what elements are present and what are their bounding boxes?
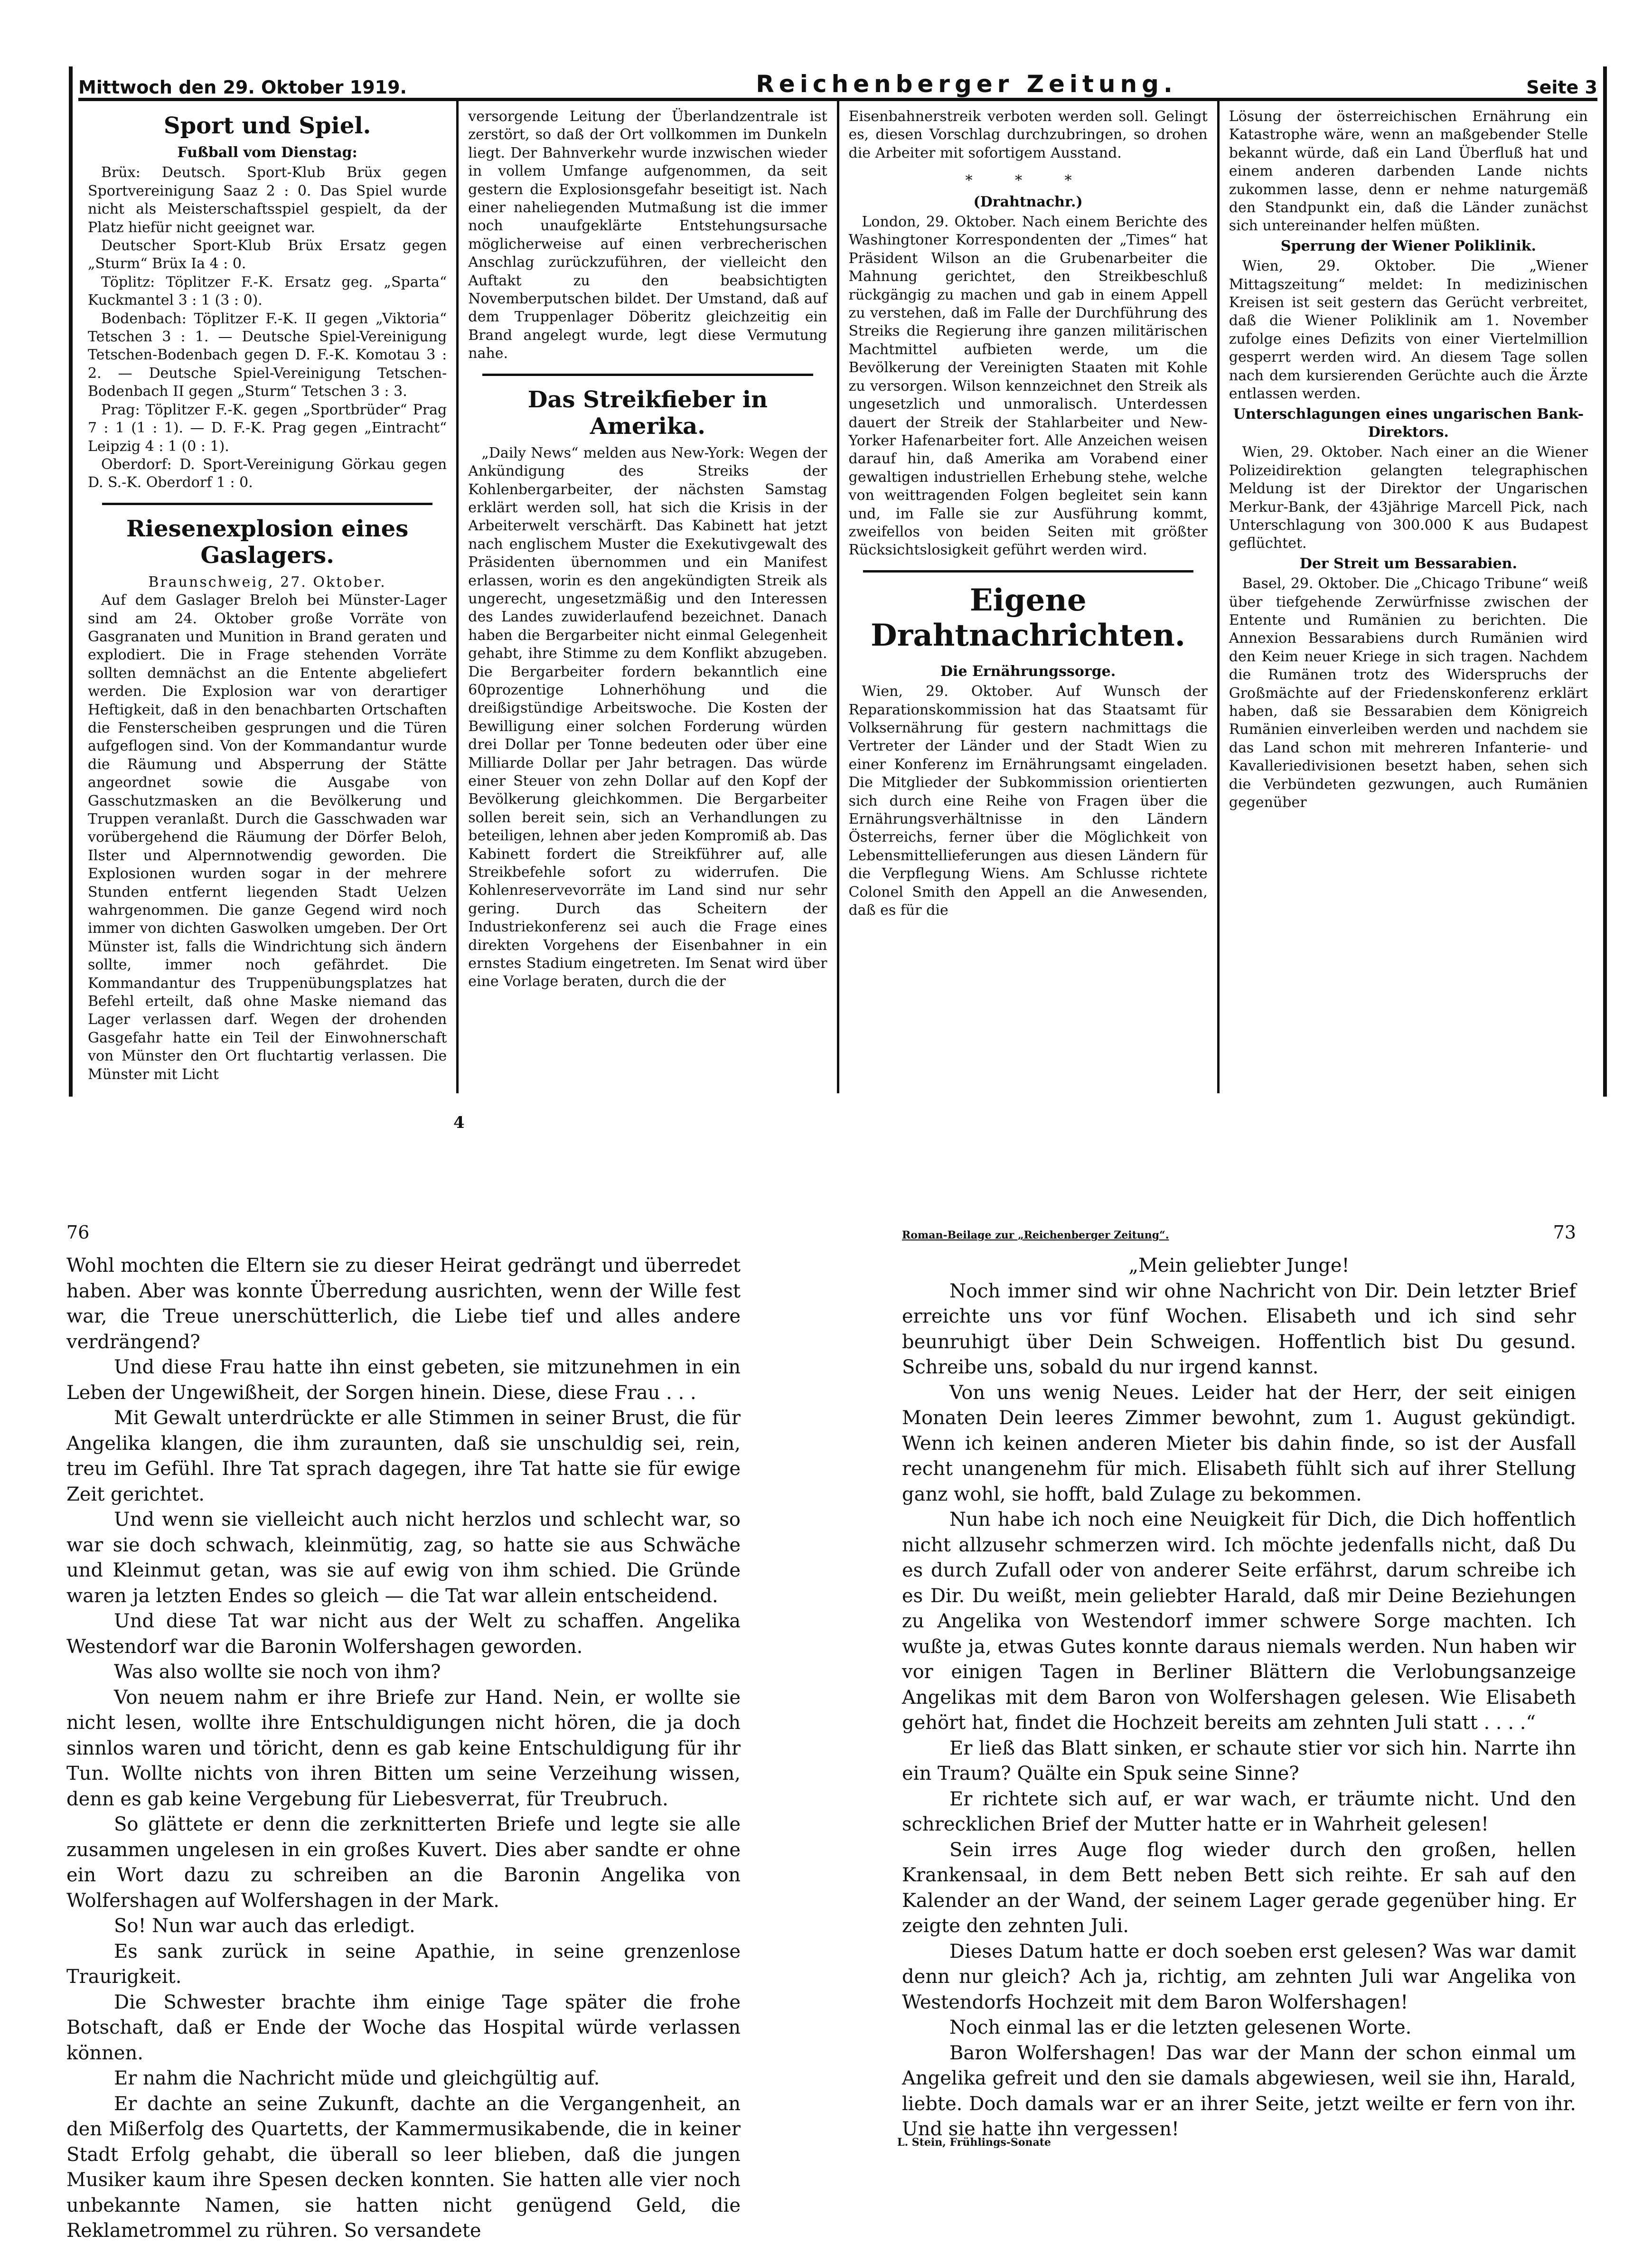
letter-salutation: „Mein geliebter Junge! xyxy=(1128,1255,1350,1277)
column-4 xyxy=(1220,101,1597,1093)
bank-paragraph: Wien, 29. Oktober. Nach einer an die Wiener Polizeidirektion gelangten telegraphischen Meldung ist der Direktor der Ungarischen Merkur-Bank, der 43jährige Marcell Pick, nach Unterschlagung von 300.000 K aus Budapest geflüchtet. xyxy=(1229,444,1588,552)
divider xyxy=(863,570,1193,573)
supplement-header: Roman-Beilage zur „Reichenberger Zeitung“. xyxy=(902,1229,1169,1241)
newspaper-page xyxy=(69,66,1607,1097)
novel-paragraph: Von uns wenig Neues. Leider hat der Herr, der seit einigen Monaten Dein leeres Zimmer bewohnt, zum 1. August gekündigt. Wenn ich keinen anderen Mieter bis dahin finde, so ist der Ausfall recht unangenehm für mich. Elisabeth fühlt sich auf ihrer Stellung ganz wohl, sie hofft, bald Zulage zu bekommen. xyxy=(902,1381,1576,1505)
gas-explosion-headline: Riesenexplosion eines Gaslagers. xyxy=(126,515,409,569)
bank-subheadline: Unterschlagungen eines ungarischen Bank-Direktors. xyxy=(1233,405,1584,441)
novel-paragraph: Baron Wolfershagen! Das war der Mann der schon einmal um Angelika gefreit und den sie damals abgewiesen, weil sie ihn, Harald, liebte. Doch damals war er an ihrer Seite, jetzt weilte er fern von ihr. Und sie hatte ihn vergessen! xyxy=(902,2042,1576,2140)
novel-paragraph: Noch immer sind wir ohne Nachricht von Dir. Dein letzter Brief erreichte uns vor fünf Wochen. Elisabeth und ich sind sehr beunruhigt über Dein Schweigen. Hoffentlich bist Du gesund. Schreibe uns, sobald du nur irgend kannst. xyxy=(902,1280,1576,1378)
novel-page-left xyxy=(66,1220,741,2244)
divider xyxy=(102,503,432,505)
novel-paragraph: Was also wollte sie noch von ihm? xyxy=(114,1661,441,1683)
continued-paragraph: versorgende Leitung der Überlandzentrale ist zerstört, so daß der Ort vollkommen im Dunkeln liegt. Der Bahnverkehr wurde inzwischen wieder in vollem Umfange aufgenommen, da seit gestern die Explosionsgefahr beseitigt ist. Nach einer naheliegenden Mutmaßung ist die immer noch unaufgeklärte Entstehungsursache möglicherweise auf einen verbrecherischen Anschlag zurückzuführen, der vielleicht den Auftakt zu den beabsichtigten Novemberputschen bildet. Der Umstand, daß auf dem Truppenlager Döberitz gleichzeitig ein Brand angelegt wurde, legt diese Vermutung nahe. xyxy=(468,108,827,362)
wire-note: (Drahtnachr.) xyxy=(973,193,1083,210)
column-3 xyxy=(839,101,1220,1093)
gas-explosion-dateline: Braunschweig, 27. Oktober. xyxy=(148,573,386,591)
novel-paragraph: Er ließ das Blatt sinken, er schaute stier vor sich hin. Narrte ihn ein Traum? Quälte ein Spuk seine Sinne? xyxy=(902,1737,1576,1784)
sport-subheadline: Fußball vom Dienstag: xyxy=(177,144,357,161)
vienna-paragraph: Wien, 29. Oktober. Auf Wunsch der Reparationskommission hat das Staatsamt für Volksernährung für gestern nachmittags die Vertreter der Länder und der Stadt Wien zu einer Konferenz im Ernährungsamt eingeladen. Die Mitglieder der Subkommission orientierten sich durch eine Reihe von Fragen über die Ernährungsverhältnisse in den Ländern Österreichs, ferner über die Möglichkeit von Lebensmittellieferungen aus diesen Ländern für die Verpflegung Wiens. Am Schlusse richtete Colonel Smith den Appell an die Anwesenden, daß es für die xyxy=(848,683,1208,919)
sport-paragraph: Deutscher Sport-Klub Brüx Ersatz gegen „Sturm“ Brüx Ia 4 : 0. xyxy=(88,237,447,272)
continued-paragraph: Eisenbahnerstreik verboten werden soll. Gelingt es, diesen Vorschlag durchzubringen, so drohen die Arbeiter mit sofortigem Ausstand. xyxy=(848,108,1208,161)
sport-paragraph: Oberdorf: D. Sport-Vereinigung Görkau gegen D. S.-K. Oberdorf 1 : 0. xyxy=(88,456,447,491)
novel-paragraph: Nun habe ich noch eine Neuigkeit für Dich, die Dich hoffentlich nicht allzusehr schmerzen wird. Ich möchte jedenfalls nicht, daß Du es durch Zufall oder von anderer Seite erfährst, darum schreibe ich es Dir. Du weißt, mein geliebter Harald, daß mir Deine Beziehungen zu Angelika von Westendorf immer schwere Sorge machten. Ich wußte ja, etwas Gutes konnte daraus niemals werden. Nun haben wir vor einigen Tagen in Berliner Blättern die Verlobungsanzeige Angelikas mit dem Baron von Wolfershagen gelesen. Wie Elisabeth gehört hat, findet die Hochzeit bereits am zehnten Juli statt . . . .“ xyxy=(902,1509,1576,1734)
novel-paragraph: Und wenn sie vielleicht auch nicht herzlos und schlecht war, so war sie doch schwach, kleinmütig, zag, so hatte sie aus Schwäche und Kleinmut getan, was sie auf ewig von ihm schied. Die Gründe waren ja letzten Endes so gleich — die Tat war allein entscheidend. xyxy=(66,1509,741,1607)
novel-page-right xyxy=(902,1220,1576,2142)
novel-paragraph: So! Nun war auch das erledigt. xyxy=(114,1915,415,1937)
london-paragraph: London, 29. Oktober. Nach einem Berichte des Washingtoner Korrespondenten der „Times“ hat Präsident Wilson an die Grubenarbeiter die Mahnung gerichtet, den Streikbeschluß rückgängig zu machen und gab in einem Appell zu verstehen, daß im Falle der Durchführung des Streiks die Regierung ihre ganzen militärischen Machtmittel aufbieten werde, um die Bevölkerung der Vereinigten Staaten mit Kohle zu versorgen. Wilson kennzeichnet den Streik als ungesetzlich und unmoralisch. Unterdessen dauert der Streik der Stahlarbeiter und New-Yorker Hafenarbeiter fort. Alle Anzeichen weisen darauf hin, daß Amerika am Vorabend einer gewaltigen industriellen Erhebung stehe, welche von weittragenden Folgen begleitet sein kann und, im Falle sie zur Ausführung kommt, zweifellos von beiden Seiten mit größter Rücksichtslosigkeit geführt werden wird. xyxy=(848,214,1208,559)
novel-paragraph: Dieses Datum hatte er doch soeben erst gelesen? Was war damit denn nur gleich? Ach ja, richtig, am zehnten Juli war Angelika von Westendorfs Hochzeit mit dem Baron Wolfershagen! xyxy=(902,1940,1576,2013)
poliklinik-paragraph: Wien, 29. Oktober. Die „Wiener Mittagszeitung“ meldet: In medizinischen Kreisen ist seit gestern das Gerücht verbreitet, daß die Wiener Poliklinik am 1. November zufolge eines Defizits von einer Viertelmillion gesperrt werden wird. An diesem Tage sollen nach dem kursierenden Gerüchte auch die Ärzte entlassen werden. xyxy=(1229,258,1588,403)
sport-paragraph: Töplitz: Töplitzer F.-K. Ersatz geg. „Sparta“ Kuckmantel 3 : 1 (3 : 0). xyxy=(88,273,447,309)
novel-paragraph: Mit Gewalt unterdrückte er alle Stimmen in seiner Brust, die für Angelika klangen, die ihm zuraunten, daß sie unschuldig sei, rein, treu im Gefühl. Ihre Tat sprach dagegen, ihre Tat hatte sie für ewige Zeit gerichtet. xyxy=(66,1407,741,1505)
bessarabia-paragraph: Basel, 29. Oktober. Die „Chicago Tribune“ weiß über tiefgehende Zerwürfnisse zwischen der Entente und Rumänien zu berichten. Die Annexion Bessarabiens durch Rumänien wird den Keim neuer Kriege in sich tragen. Nachdem die Rumänen trotz des Widerspruchs der Großmächte auf der Friedenskonferenz erklärt haben, daß sie Bessarabien dem Königreich Rumänien einverleiben werden und nachdem sie das Land schon mit mehreren Infanterie- und Kavalleriedivisionen besetzt haben, sehen sich die Verbündeten gezwungen, auch Rumänien gegenüber xyxy=(1229,575,1588,811)
continued-paragraph: Lösung der österreichischen Ernährung ein Katastrophe wäre, wenn an maßgebender Stelle bekannt würde, daß ein Land Überfluß hat und einem anderen darbenden Lande nichts zukommen lasse, denn er nehme naturgemäß den Standpunkt ein, daß die Länder zunächst sich untereinander helfen müßten. xyxy=(1229,108,1588,235)
novel-paragraph: Und diese Frau hatte ihn einst gebeten, sie mitzunehmen in ein Leben der Ungewißheit, der Sorgen hinein. Diese, diese Frau . . . xyxy=(66,1356,741,1404)
novel-paragraph: Es sank zurück in seine Apathie, in seine grenzenlose Traurigkeit. xyxy=(66,1940,741,1988)
strike-paragraph: „Daily News“ melden aus New-York: Wegen der Ankündigung des Streiks der Kohlenbergarbeiter, der nächsten Samstag erklärt werden soll, hat sich die Krisis in der Arbeiterwelt verschärft. Das Kabinett hat jetzt nach englischem Muster die Exekutivgewalt des Präsidenten übernommen und ein Manifest erlassen, worin es den angekündigten Streik als ungerecht, ungesetzmäßig und den Interessen des Landes zuwiderlaufend bezeichnet. Danach haben die Bergarbeiter nicht einmal Gelegenheit gehabt, ihre Stimme zu dem Konflikt abzugeben. Die Bergarbeiter fordern bekanntlich eine 60prozentige Lohnerhöhung und die dreißigstündige Arbeitswoche. Die Kosten der Bewilligung einer solchen Forderung würden drei Dollar per Tonne bedeuten oder über eine Milliarde Dollar per Jahr betragen. Das würde einer Steuer von zehn Dollar auf den Kopf der Bevölkerung gleichkommen. Die Bergarbeiter sollen bereit sein, sich an Verhandlungen zu beteiligen, lehnen aber jeden Kompromiß ab. Das Kabinett fordert die Streikführer auf, alle Streikbefehle sofort zu widerrufen. Die Kohlenreservevorräte im Land sind nur sehr gering. Durch das Scheitern der Industriekonferenz sei auch die Frage eines direkten Vorgehens der Eisenbahner in ein ernstes Stadium eingetreten. Im Senat wird über eine Vorlage beraten, durch die der xyxy=(468,444,827,990)
novel-paragraph: Er richtete sich auf, er war wach, er träumte nicht. Und den schrecklichen Brief der Mutter hatte er in Wahrheit gelesen! xyxy=(902,1788,1576,1835)
masthead-date: Mittwoch den 29. Oktober 1919. xyxy=(78,77,407,98)
masthead-title: Reichenberger Zeitung. xyxy=(756,70,1177,98)
strike-headline: Das Streikfieber in Amerika. xyxy=(527,386,768,440)
sport-paragraph: Bodenbach: Töplitzer F.-K. II gegen „Viktoria“ Tetschen 3 : 1. — Deutsche Spiel-Vereinigung Tetschen-Bodenbach gegen D. F.-K. Komotau 3 : 2. — Deutsche Spiel-Vereinigung Tetschen-Bodenbach II gegen „Sturm“ Tetschen 3 : 3. xyxy=(88,310,447,400)
page-footer: L. Stein, Frühlings-Sonate xyxy=(897,2136,1051,2149)
novel-paragraph: Er dachte an seine Zukunft, dachte an die Vergangenheit, an den Mißerfolg des Quartetts, der Kammermusikabende, die in keiner Stadt Erfolg gehabt, die überall so leer blieben, daß die jungen Musiker kaum ihre Spesen decken konnten. Sie hatten alle vier noch unbekannte Namen, sie hatten nicht genügend Geld, die Reklametrommel zu rühren. So versandete xyxy=(66,2093,741,2242)
margin-mark: 4 xyxy=(453,1113,465,1132)
masthead-page-number: Seite 3 xyxy=(1526,77,1597,98)
wire-news-headline: Eigene Drahtnachrichten. xyxy=(871,582,1186,653)
novel-paragraph: Sein irres Auge flog wieder durch den großen, hellen Krankensaal, in dem Bett neben Bett sich reihte. Er sah auf den Kalender an der Wand, der seinem Lager gerade gegenüber hing. Er zeigte den zehnten Juli. xyxy=(902,1839,1576,1937)
food-supply-subheadline: Die Ernährungssorge. xyxy=(940,663,1116,680)
novel-paragraph: Er nahm die Nachricht müde und gleichgültig auf. xyxy=(114,2067,600,2089)
page-number: 73 xyxy=(1553,1222,1576,1243)
masthead xyxy=(78,66,1597,101)
novel-paragraph: Die Schwester brachte ihm einige Tage später die frohe Botschaft, daß er Ende der Woche das Hospital würde verlassen können. xyxy=(66,1991,741,2064)
novel-paragraph: Und diese Tat war nicht aus der Welt zu schaffen. Angelika Westendorf war die Baronin Wolfershagen geworden. xyxy=(66,1610,741,1658)
page-number: 76 xyxy=(66,1222,90,1243)
gas-explosion-paragraph: Auf dem Gaslager Breloh bei Münster-Lager sind am 24. Oktober große Vorräte von Gasgranaten und Munition in Brand geraten und explodiert. Die in Frage stehenden Vorräte sollten demnächst an die Entente abgeliefert werden. Die Explosion war von derartiger Heftigkeit, daß in den benachbarten Ortschaften die Fensterscheiben gesprungen und die Türen aufgeflogen sind. Von der Kommandantur wurde die Räumung und Absperrung der Stätte angeordnet sowie die Ausgabe von Gasschutzmasken an die Bevölkerung und Truppen veranlaßt. Durch die Gasschwaden war vorübergehend die Räumung der Dörfer Beloh, Ilster und Alpernnotwendig geworden. Die Explosionen wurden sogar in der mehrere Stunden entfernt liegenden Stadt Uelzen wahrgenommen. Die ganze Gegend wird noch immer von dichten Gaswolken umgeben. Der Ort Münster ist, falls die Windrichtung sich ändern sollte, immer noch gefährdet. Die Kommandantur des Truppenübungsplatzes hat Befehl erteilt, daß ohne Maske niemand das Lager verlassen darf. Wegen der drohenden Gasgefahr hatte ein Teil der Einwohnerschaft von Münster den Ort fluchtartig verlassen. Die Münster mit Licht xyxy=(88,592,447,1083)
novel-paragraph: Von neuem nahm er ihre Briefe zur Hand. Nein, er wollte sie nicht lesen, wollte ihre Entschuldigungen nicht hören, die ja doch sinnlos waren und töricht, denn es gab keine Entschuldigung für ihr Tun. Wollte nichts von ihren Bitten um seine Verzeihung wissen, denn es gab keine Vergebung für Liebesverrat, für Treubruch. xyxy=(66,1686,741,1810)
novel-paragraph: So glättete er denn die zerknitterten Briefe und legte sie alle zusammen ungelesen in ein großes Kuvert. Dies aber sandte er ohne ein Wort dazu zu schreiben an die Baronin Angelika von Wolfershagen auf Wolfershagen in der Mark. xyxy=(66,1813,741,1912)
sport-paragraph: Prag: Töplitzer F.-K. gegen „Sportbrüder“ Prag 7 : 1 (1 : 1). — D. F.-K. Prag gegen „Eintracht“ Leipzig 4 : 1 (0 : 1). xyxy=(88,401,447,455)
bessarabia-subheadline: Der Streit um Bessarabien. xyxy=(1299,555,1517,572)
newspaper-columns xyxy=(78,101,1597,1093)
section-stars: * * * xyxy=(965,172,1091,189)
column-2 xyxy=(459,101,839,1093)
novel-paragraph: Wohl mochten die Eltern sie zu dieser Heirat gedrängt und überredet haben. Aber was konnte Überredung ausrichten, wenn der Wille fest war, die Treue unerschütterlich, die Liebe tief und alles andere verdrängend? xyxy=(66,1255,741,1353)
sport-headline: Sport und Spiel. xyxy=(163,113,371,139)
page-header xyxy=(902,1220,1576,1253)
poliklinik-subheadline: Sperrung der Wiener Poliklinik. xyxy=(1280,237,1536,254)
column-1 xyxy=(78,101,459,1093)
novel-paragraph: Noch einmal las er die letzten gelesenen Worte. xyxy=(949,2017,1412,2038)
sport-article xyxy=(88,164,447,492)
page-header xyxy=(66,1220,741,1253)
divider xyxy=(482,374,813,376)
sport-paragraph: Brüx: Deutsch. Sport-Klub Brüx gegen Sportvereinigung Saaz 2 : 0. Das Spiel wurde nicht als Meisterschaftsspiel gespielt, da der Platz hiefür nicht geeignet war. xyxy=(88,164,447,236)
